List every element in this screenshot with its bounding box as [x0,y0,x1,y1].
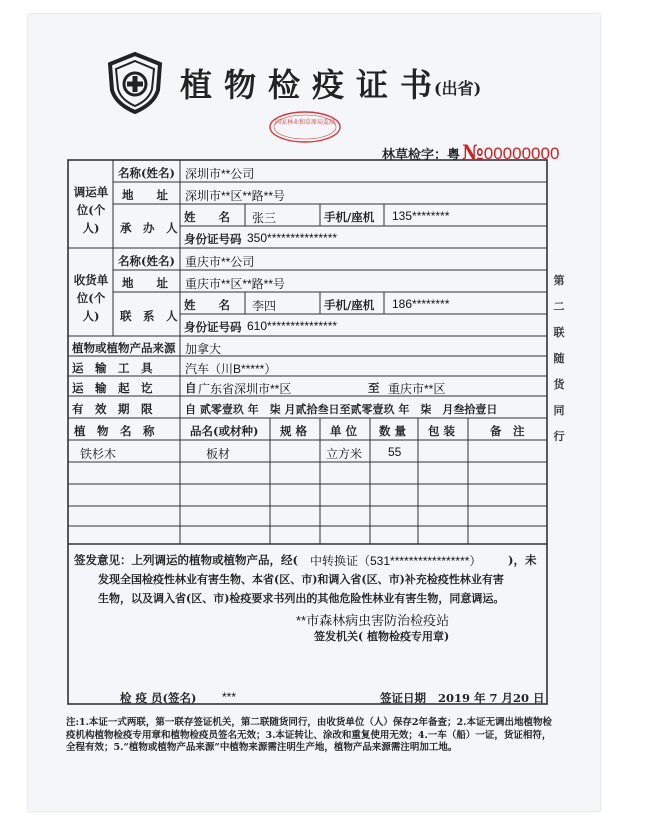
opinion-inspection: 中转换证（531*****************） [310,554,482,568]
shipper-address-label: 地 址 [122,188,168,202]
origin-label: 植物或植物产品来源 [72,341,176,355]
goods-row-variety: 板材 [206,447,231,461]
opinion-line2: 发现全国检疫性林业有害生物、本省(区、市)和调入省(区、市)补充检疫性林业有害 [98,573,504,586]
goods-row-unit: 立方米 [326,447,363,461]
receiver-contact-label: 联 系 人 [120,309,178,323]
opinion-line1 [74,550,298,570]
shipper-name: 深圳市**公司 [185,167,255,181]
goods-row-plant-name: 铁杉木 [80,447,117,461]
issue-date-label: 签证日期 [380,691,426,705]
inspector-label: 检 疫 员(签名) [120,691,197,705]
receiver-name: 重庆市**公司 [185,255,255,269]
transport-label: 运 输 工 具 [72,361,153,375]
goods-header-plant: 植 物 名 称 [74,424,155,438]
goods-header-spec: 规 格 [280,424,308,438]
goods-header-variety: 品名(或材种) [190,424,259,438]
route-to: 重庆市**区 [388,382,446,396]
origin-value: 加拿大 [185,342,222,356]
cert-no-value: 00000000 [483,144,560,163]
goods-row-quantity: 55 [388,445,402,459]
receiver-id-label: 身份证号码 [184,320,242,334]
opinion-text-after: )，未 [508,553,537,567]
shipper-phone-label: 手机/座机 [324,210,375,224]
shipper-group-label: 调运单位(个人) [73,185,109,235]
route-from-prefix: 自 [185,381,197,395]
receiver-phone: 186******** [392,297,450,311]
side-copy-note: 第二联随货同行 [553,274,565,443]
shipper-id: 350*************** [247,231,338,245]
certificate-subtitle: (出省) [434,79,482,98]
seal-text: 国家林业和草原局监制 [274,119,336,126]
goods-header-remarks: 备 注 [490,424,525,438]
receiver-group-label: 收货单位(个人) [73,273,109,323]
receiver-id: 610*************** [247,319,338,333]
receiver-name-label: 名称(姓名) [118,254,175,268]
inspector-signature: *** [222,690,237,704]
opinion-text-before: 上列调运的植物或植物产品，经( [131,553,298,567]
receiver-person-name: 李四 [252,299,277,313]
goods-header-unit: 单 位 [330,424,358,438]
goods-header-packing: 包 装 [428,424,456,438]
shipper-person-name: 张三 [252,211,277,225]
route-from: 广东省深圳市**区 [198,382,292,396]
opinion-line3: 生物，以及调入省(区、市)检疫要求书列出的其他危险性林业有害生物，同意调运。 [98,592,505,605]
receiver-person-name-label: 姓 名 [184,298,230,312]
route-label: 运 输 起 讫 [72,381,153,395]
shipper-id-label: 身份证号码 [184,232,242,246]
shipper-person-name-label: 姓 名 [184,210,230,224]
issue-date: 2019 年 7 月20 日 [438,691,545,705]
receiver-phone-label: 手机/座机 [324,298,375,312]
shipper-address: 深圳市**区**路**号 [185,189,286,203]
shipper-name-label: 名称(姓名) [118,166,175,180]
validity-label: 有 效 期 限 [72,402,153,416]
cert-no-symbol: № [462,140,484,164]
shipper-agent-label: 承 办 人 [120,221,178,235]
route-to-prefix: 至 [368,381,380,395]
goods-header-quantity: 数 量 [379,424,407,438]
stamp-caption: 签发机关( 植物检疫专用章) [314,630,450,643]
transport-value: 汽车（川B*****） [185,362,277,376]
cert-no-label: 林草检字：粤 [382,148,461,163]
issuing-station: **市森林病虫害防治检疫站 [296,613,450,628]
certificate-title: 植物检疫证书 [180,66,445,104]
validity-value: 自 贰零壹玖 年 柒 月贰拾叁日至贰零壹玖 年 柒 月叁拾壹日 [185,403,498,416]
shipper-phone: 135******** [392,209,450,223]
receiver-address: 重庆市**区**路**号 [185,277,286,291]
receiver-address-label: 地 址 [122,276,168,290]
opinion-label: 签发意见： [74,553,132,567]
footnotes: 注:1.本证一式两联，第一联存签证机关，第二联随货同行，由收货单位（人）保存2年备查；2.本证无调出地植物检疫机构植物检疫专用章和植物检疫员签名无效；3.本证转让、涂改和重复使用无效；4.一车（船）一证，货证相符，全程有效；5.“植物或植物产品来源”中植物来源需注明生产地，植物产品来源需注明加工地。 [66,717,552,753]
